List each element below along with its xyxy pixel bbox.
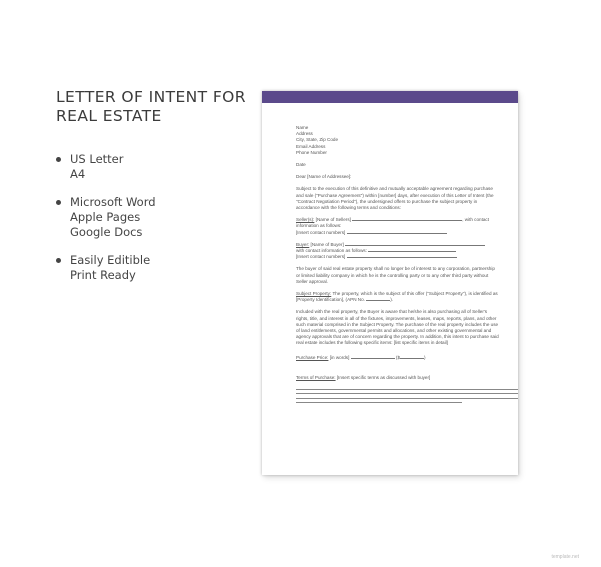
sellers-section <box>296 217 518 236</box>
paragraph-line: such material comprised in the Subject Property. The purchase of the real property includes the use <box>296 321 499 327</box>
terms-blank-lines <box>296 389 518 403</box>
paragraph-line: Subject to the execution of this definitive and mutually acceptable agreement regarding purchase <box>296 186 493 192</box>
blank-line <box>352 220 462 221</box>
feature-item: Google Docs <box>70 225 143 239</box>
bullet-icon <box>56 258 61 263</box>
title-line-2: REAL ESTATE <box>56 107 162 125</box>
property-id-line <box>296 297 518 303</box>
paragraph-line: or limited liability company in which he is the controlling party or to any other third party without <box>296 272 489 278</box>
rule-line <box>296 393 518 394</box>
price-words: [in words] <box>328 354 351 360</box>
property-end: ). <box>390 297 394 303</box>
terms-text: [Insert specific terms as discussed with buyer] <box>335 374 431 380</box>
watermark: template.net <box>551 554 579 560</box>
paragraph-line: and sale ("Purchase Agreement") within [number] days, after execution of this Letter of Intent (the <box>296 192 494 198</box>
feature-item: Apple Pages <box>70 210 141 224</box>
terms-label: Terms of Purchase: <box>296 374 336 380</box>
paragraph-line: agency approvals that are of concern regarding the property. In addition, this intent to purchase said <box>296 334 499 340</box>
feature-group-qualities <box>56 253 256 283</box>
buyer-contact-line <box>296 254 518 260</box>
subject-property-section <box>296 291 518 303</box>
document-preview <box>262 91 518 475</box>
date-text: Date <box>296 162 306 168</box>
paragraph-line: of land entitlements, governmental permits and allocations, and other existing governmental and <box>296 328 492 334</box>
buyer-contact-text: with contact information as follows: <box>296 248 367 254</box>
price-label: Purchase Price: <box>296 354 329 360</box>
feature-group-software <box>56 195 256 240</box>
sellers-label: Seller(s): <box>296 217 315 223</box>
blank-line <box>366 300 390 301</box>
buyer-contact: [Insert contact numbers] <box>296 254 346 260</box>
feature-item: Print Ready <box>70 268 136 282</box>
rule-line <box>296 389 518 390</box>
paragraph-line: Seller approval. <box>296 278 328 284</box>
header-band <box>262 91 518 103</box>
feature-group-formats <box>56 152 256 182</box>
purchase-price-section <box>296 355 518 361</box>
sellers-end: , with contact <box>462 217 489 223</box>
paragraph-line: real estate includes the following specific items: [list specific items in detail] <box>296 340 448 346</box>
terms-section <box>296 375 518 381</box>
letter-date <box>296 162 518 168</box>
property-text: The property, which is the subject of this offer ("Subject Property"), is identified as <box>331 291 498 297</box>
sellers-contact-line <box>296 230 518 236</box>
price-dollar: ($ <box>394 354 401 360</box>
product-info <box>56 88 256 296</box>
feature-item: US Letter <box>70 152 124 166</box>
feature-item: Microsoft Word <box>70 195 156 209</box>
address-line: Name <box>296 125 309 130</box>
address-line: Phone Number <box>296 149 327 155</box>
buyer-label: Buyer: <box>296 241 310 247</box>
corporation-paragraph <box>296 266 518 285</box>
buyer-section <box>296 242 518 261</box>
paragraph-line: accordance with the following terms and conditions: <box>296 205 401 211</box>
rule-line <box>296 402 462 403</box>
feature-item: A4 <box>70 167 86 181</box>
paragraph-line: rights, title, and interest in all of the fixtures, improvements, leases, maps, reports, plans, and other <box>296 315 497 321</box>
feature-item: Easily Editible <box>70 253 151 267</box>
address-line: City, State, Zip Code <box>296 137 339 143</box>
sender-address <box>296 125 518 156</box>
property-label: Subject Property: <box>296 291 332 297</box>
paragraph-line: The buyer of said real estate property shall no longer be of interest to any corporation, partnership <box>296 266 495 272</box>
bullet-icon <box>56 200 61 205</box>
intro-paragraph <box>296 186 518 211</box>
rule-line <box>296 398 518 399</box>
letter-body <box>296 125 518 407</box>
blank-line <box>347 257 457 258</box>
paragraph-line: Included with the real property, the Buyer is aware that he/she is also purchasing all of Seller's <box>296 309 488 315</box>
salutation-text: Dear [Name of Addressee]: <box>296 174 352 180</box>
buyer-name: [Name of Buyer] <box>309 241 344 247</box>
blank-line <box>351 358 395 359</box>
product-title <box>56 88 256 126</box>
bullet-icon <box>56 157 61 162</box>
sellers-contact-label: information as follows: <box>296 223 342 229</box>
address-line: Address <box>296 131 313 137</box>
included-paragraph <box>296 309 518 346</box>
terms-line <box>296 375 518 381</box>
address-line: Email Address <box>296 143 326 149</box>
salutation <box>296 174 518 180</box>
sellers-name: [Name of Sellers] <box>314 217 351 223</box>
blank-line <box>400 358 424 359</box>
title-line-1: LETTER OF INTENT FOR <box>56 88 246 106</box>
sellers-contact: [Insert contact numbers] <box>296 229 346 235</box>
price-end: ) <box>424 354 426 360</box>
price-line <box>296 355 518 361</box>
paragraph-line: "Contract Negotiation Period"), the undersigned offers to purchase the subject property in <box>296 198 478 204</box>
property-id: [Property Identification], (APN No. <box>296 297 367 303</box>
blank-line <box>368 251 456 252</box>
blank-line <box>347 233 447 234</box>
blank-line <box>345 245 485 246</box>
